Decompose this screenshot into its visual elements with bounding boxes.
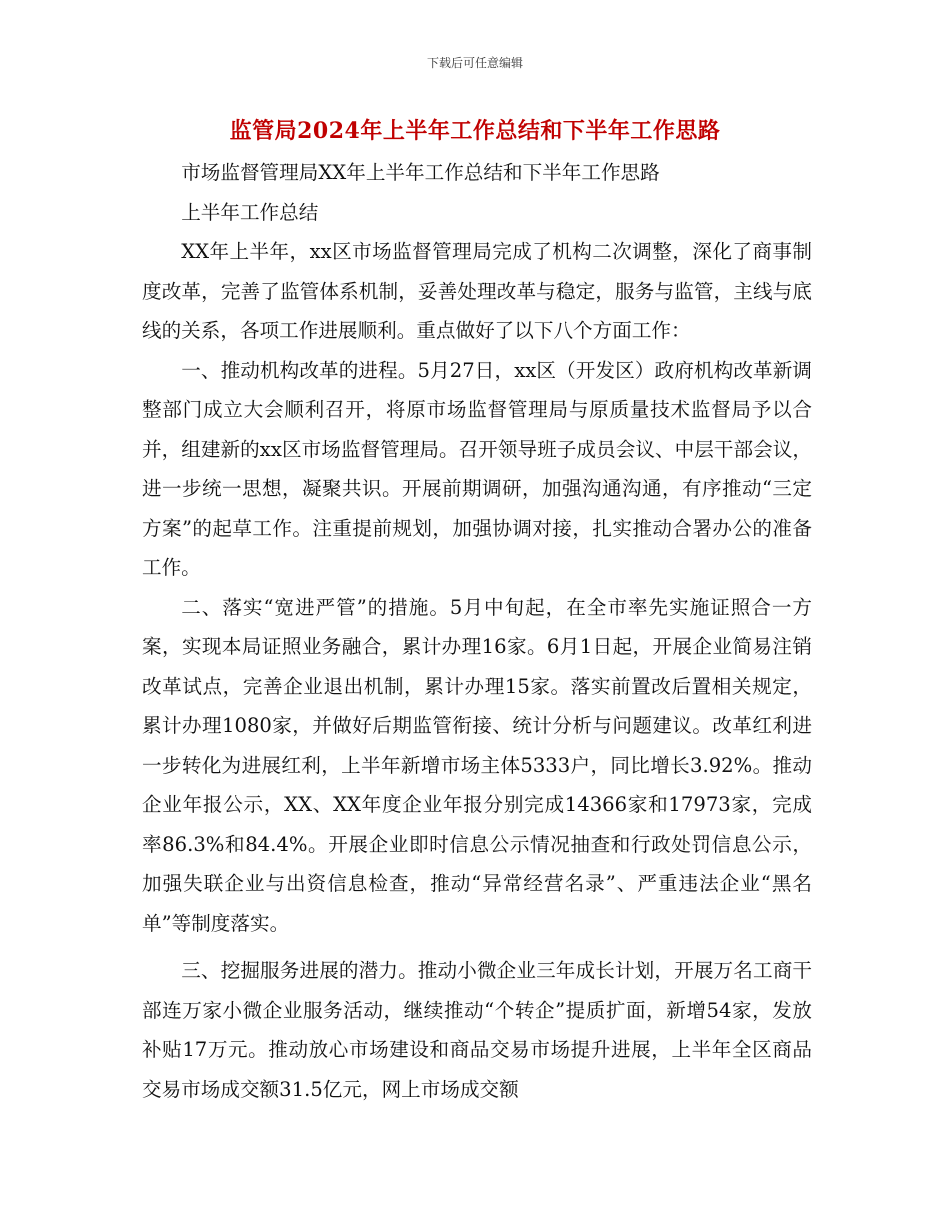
document-title: 监管局2024年上半年工作总结和下半年工作思路	[229, 118, 721, 144]
header-note: 下载后可任意编辑	[426, 56, 523, 70]
section-heading: 上半年工作总结	[181, 200, 319, 224]
document-body	[142, 153, 812, 1109]
intro-paragraph: XX年上半年，xx区市场监督管理局完成了机构二次调整，深化了商事制度改革，完善了监管体系机制，妥善处理改革与稳定，服务与监管，主线与底线的关系，各项工作进展顺利。重点做好了以下八个方面工作：	[142, 240, 812, 342]
body-paragraph: 一、推动机构改革的进程。5月27日，xx区（开发区）政府机构改革新调整部门成立大会顺利召开，将原市场监督管理局与原质量技术监督局予以合并，组建新的xx区市场监督管理局。召开领导班子成员会议、中层干部会议，进一步统一思想，凝聚共识。开展前期调研，加强沟通沟通，有序推动“三定方案”的起草工作。注重提前规划，加强协调对接，扎实推动合署办公的准备工作。	[142, 358, 812, 579]
body-paragraph: 二、落实“宽进严管”的措施。5月中旬起，在全市率先实施证照合一方案，实现本局证照业务融合，累计办理16家。6月1日起，开展企业简易注销改革试点，完善企业退出机制，累计办理15家。落实前置改后置相关规定，累计办理1080家，并做好后期监管衔接、统计分析与问题建议。改革红利进一步转化为进展红利，上半年新增市场主体5333户，同比增长3.92%。推动企业年报公示，XX、XX年度企业年报分别完成14366家和17973家，完成率86.3%和84.4%。开展企业即时信息公示情况抽查和行政处罚信息公示，加强失联企业与出资信息检查，推动“异常经营名录”、严重违法企业“黑名单”等制度落实。	[142, 595, 812, 935]
subtitle-paragraph: 市场监督管理局XX年上半年工作总结和下半年工作思路	[181, 161, 660, 184]
body-paragraph: 三、挖掘服务进展的潜力。推动小微企业三年成长计划，开展万名工商干部连万家小微企业服务活动，继续推动“个转企”提质扩面，新增54家，发放补贴17万元。推动放心市场建设和商品交易市场提升进展，上半年全区商品交易市场成交额31.5亿元，网上市场成交额	[142, 959, 812, 1101]
